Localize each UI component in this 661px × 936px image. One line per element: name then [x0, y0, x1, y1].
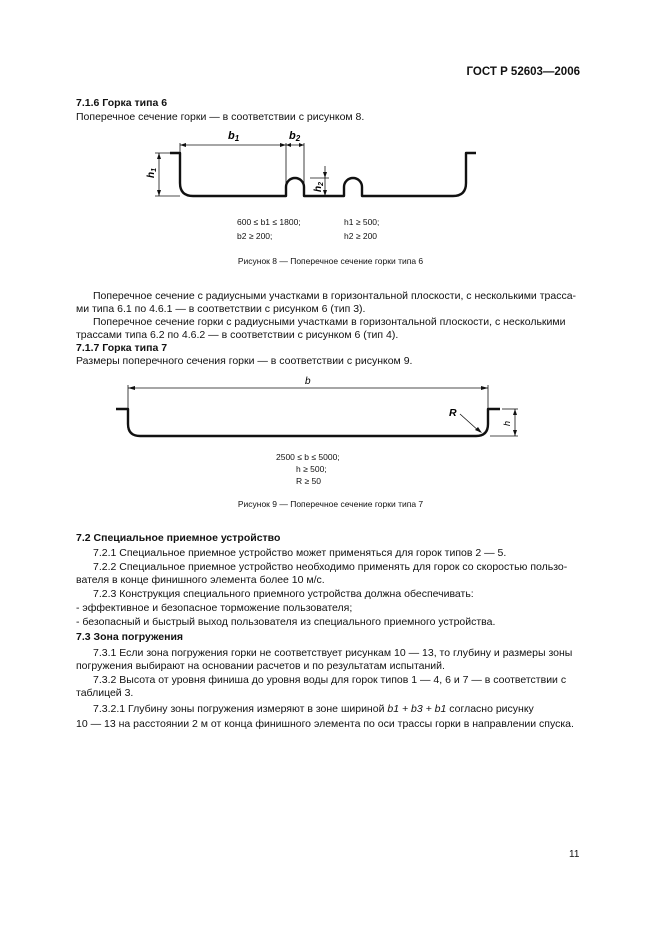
figure-9-profile: [116, 409, 500, 436]
formula-9-line3: R ≥ 50: [296, 476, 321, 486]
label-b1: b1: [228, 130, 240, 143]
formula-8-right-2: h2 ≥ 200: [344, 231, 378, 241]
page-number: 11: [569, 849, 580, 860]
formula-9-line2: h ≥ 500;: [296, 464, 327, 474]
formula-8-left-1: 600 ≤ b1 ≤ 1800;: [237, 217, 301, 227]
list-item-exit: - безопасный и быстрый выход пользователя из специального приемного устройства.: [76, 616, 496, 628]
zone-width-formula: b1 + b3 + b1: [387, 703, 447, 715]
list-item-braking: - эффективное и безопасное торможение пользователя;: [76, 602, 353, 614]
label-b2: b2: [289, 130, 301, 143]
heading-7-1-7: 7.1.7 Горка типа 7: [76, 342, 168, 354]
para-radius-1-line2: ми типа 6.1 по 4.6.1 — в соответствии с рисунком 6 (тип 3).: [76, 303, 366, 315]
figure-9-caption: Рисунок 9 — Поперечное сечение горки типа 7: [237, 499, 424, 509]
para-radius-2-line1: Поперечное сечение горки с радиусными участками в горизонтальной плоскости, с несколькими: [93, 316, 566, 328]
figure-9-arrowheads: [128, 386, 517, 436]
para-7-3-1-line2: погружения выбирают на основании расчетов и по результатам испытаний.: [76, 660, 445, 672]
para-7-3-2-1-prefix: 7.3.2.1 Глубину зоны погружения измеряют в зоне шириной: [93, 703, 385, 715]
label-h: h: [502, 420, 512, 426]
label-R: R: [449, 407, 457, 419]
para-7-3-2-line2: таблицей 3.: [76, 687, 134, 699]
para-7-3-2-line1: 7.3.2 Высота от уровня финиша до уровня воды для горок типов 1 — 4, 6 и 7 — в соответствии с: [93, 674, 567, 686]
formula-8-left-2: b2 ≥ 200;: [237, 231, 273, 241]
label-h1: $h_1$: [146, 167, 158, 178]
figure-9-dimension-lines: [128, 385, 518, 436]
figure-9-cross-section: [110, 370, 530, 445]
para-7-3-2-1-suffix: согласно рисунку: [449, 703, 534, 715]
para-7-3-2-1-line1: [93, 703, 534, 716]
figure-8-arrowheads: [157, 143, 327, 196]
para-7-2-1: 7.2.1 Специальное приемное устройство может применяться для горок типов 2 — 5.: [93, 547, 507, 559]
formula-9-line1: 2500 ≤ b ≤ 5000;: [276, 452, 340, 462]
para-radius-2-line2: трассами типа 6.2 по 4.6.2 — в соответствии с рисунком 6 (тип 4).: [76, 329, 399, 341]
figure-8-caption: Рисунок 8 — Поперечное сечение горки типа 6: [237, 256, 424, 266]
figure-8-cross-section: [140, 125, 490, 210]
heading-7-2: 7.2 Специальное приемное устройство: [76, 532, 281, 544]
para-7-3-2-1-line2: 10 — 13 на расстоянии 2 м от конца финишного элемента по оси трассы горки в направлении спуска.: [76, 718, 574, 730]
para-radius-1-line1: Поперечное сечение с радиусными участками в горизонтальной плоскости, с несколькими трасса-: [93, 290, 577, 302]
label-b: b: [305, 376, 311, 387]
document-code: ГОСТ Р 52603—2006: [466, 66, 580, 78]
intro-7-1-6: Поперечное сечение горки — в соответствии с рисунком 8.: [76, 111, 365, 123]
heading-7-3: 7.3 Зона погружения: [76, 631, 184, 643]
para-7-2-2-line1: 7.2.2 Специальное приемное устройство необходимо применять для горок со скоростью пользо-: [93, 561, 568, 573]
para-7-2-2-line2: вателя в конце финишного элемента более 10 м/с.: [76, 574, 325, 586]
heading-7-1-6: 7.1.6 Горка типа 6: [76, 97, 168, 109]
para-7-3-1-line1: 7.3.1 Если зона погружения горки не соответствует рисункам 10 — 13, то глубину и размеры зоны: [93, 647, 573, 659]
intro-7-1-7: Размеры поперечного сечения горки — в соответствии с рисунком 9.: [76, 355, 413, 367]
label-h2: $h_2$: [313, 181, 325, 192]
formula-8-right-1: h1 ≥ 500;: [344, 217, 380, 227]
para-7-2-3: 7.2.3 Конструкция специального приемного устройства должна обеспечивать:: [93, 588, 474, 600]
